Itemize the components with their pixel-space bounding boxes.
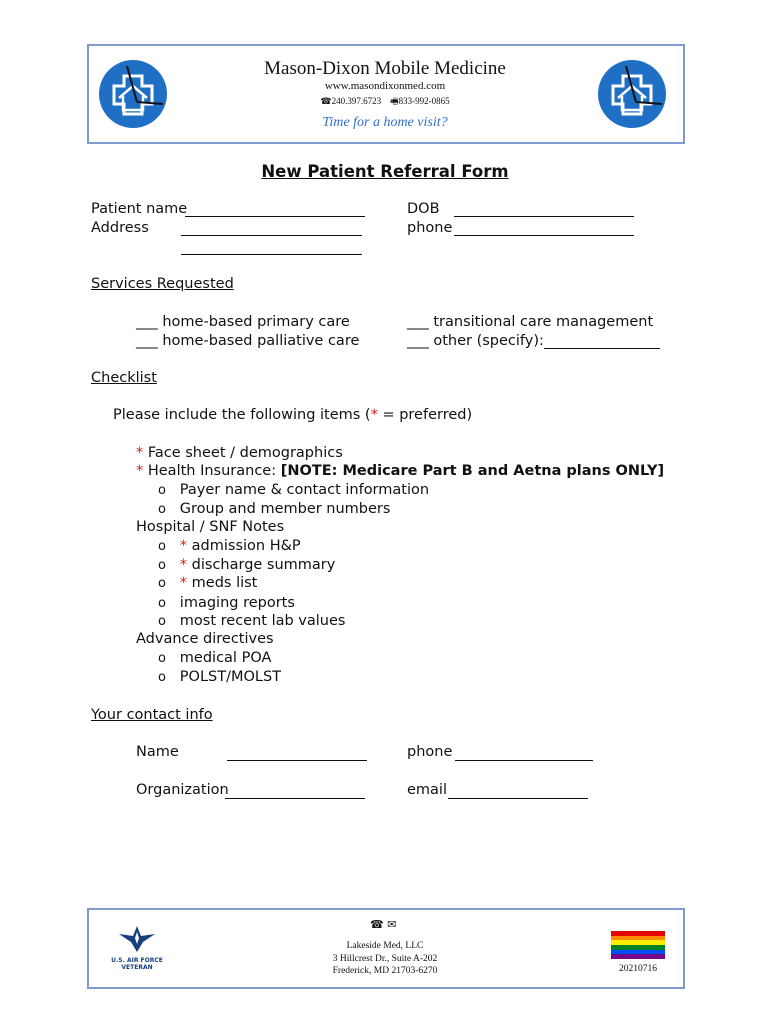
form-title: New Patient Referral Form xyxy=(261,162,509,181)
subitem-group: o Group and member numbers xyxy=(158,501,391,517)
air-force-wings-icon xyxy=(118,924,156,954)
contact-name-field[interactable] xyxy=(227,760,367,761)
tagline: Time for a home visit? xyxy=(322,115,448,130)
footer-street: 3 Hillcrest Dr., Suite A-202 xyxy=(332,954,438,964)
organization-label: Organization xyxy=(136,782,229,798)
footer-practice: Lakeside Med, LLC xyxy=(346,941,424,951)
patient-phone-label: phone xyxy=(407,220,453,236)
service-blank: ___ xyxy=(407,314,429,330)
item-advance-directives: Advance directives xyxy=(136,631,274,647)
address-field-line1[interactable] xyxy=(181,235,362,236)
service-label: other (specify): xyxy=(433,333,544,349)
subitem-imaging: o imaging reports xyxy=(158,595,295,611)
contact-email-label: email xyxy=(407,782,447,798)
service-label: home-based palliative care xyxy=(162,333,360,349)
address-field-line2[interactable] xyxy=(181,254,362,255)
service-other[interactable] xyxy=(407,333,544,349)
practice-website: www.masondixonmed.com xyxy=(324,80,446,92)
practice-phones xyxy=(0,94,770,110)
contact-phone-field[interactable] xyxy=(455,760,593,761)
subitem-poa: o medical POA xyxy=(158,650,272,666)
item-hospital-notes: Hospital / SNF Notes xyxy=(136,519,285,535)
service-label: home-based primary care xyxy=(162,314,350,330)
contact-heading: Your contact info xyxy=(91,707,213,723)
insurance-note: [NOTE: Medicare Part B and Aetna plans ONLY] xyxy=(280,463,665,479)
preferred-star: * xyxy=(179,575,188,591)
service-primary-care[interactable] xyxy=(136,314,350,330)
fax-icon: 🖷 xyxy=(390,96,399,106)
contact-phone-label: phone xyxy=(407,744,453,760)
mail-icon: ✉ xyxy=(387,918,397,931)
dob-field[interactable] xyxy=(454,216,634,217)
service-transitional-care[interactable] xyxy=(407,314,653,330)
phone-number: 240.397.6723 xyxy=(331,96,382,106)
footer-city: Frederick, MD 21703-6270 xyxy=(332,966,438,976)
subitem-meds: o * meds list xyxy=(158,575,258,591)
preferred-star: * xyxy=(179,538,188,554)
item-face-sheet: * Face sheet / demographics xyxy=(136,445,343,461)
phone-fax-icons xyxy=(370,918,396,931)
contact-name-label: Name xyxy=(136,744,179,760)
preferred-star: * xyxy=(136,445,144,461)
veteran-badge-text: U.S. AIR FORCE VETERAN xyxy=(111,957,163,971)
address-label: Address xyxy=(91,220,149,236)
organization-field[interactable] xyxy=(225,798,365,799)
service-blank: ___ xyxy=(136,314,158,330)
patient-name-field[interactable] xyxy=(185,216,365,217)
subitem-payer: o Payer name & contact information xyxy=(158,482,430,498)
service-label: transitional care management xyxy=(433,314,654,330)
item-health-insurance: * Health Insurance: [NOTE: Medicare Part B and Aetna plans ONLY] xyxy=(136,463,665,479)
services-heading: Services Requested xyxy=(91,276,234,292)
subitem-discharge: o * discharge summary xyxy=(158,557,336,573)
subitem-polst: o POLST/MOLST xyxy=(158,669,282,685)
patient-name-label: Patient name xyxy=(91,201,188,217)
service-blank: ___ xyxy=(407,333,429,349)
footer-code: 20210716 xyxy=(619,964,657,974)
telephone-icon: ☎ xyxy=(320,96,332,106)
checklist-intro: Please include the following items (* = preferred) xyxy=(113,407,473,423)
phone-icon: ☎ xyxy=(370,918,384,931)
subitem-labs: o most recent lab values xyxy=(158,613,346,629)
patient-phone-field[interactable] xyxy=(454,235,634,236)
fax-number: 833-992-0865 xyxy=(398,96,450,106)
dob-label: DOB xyxy=(407,201,440,217)
other-specify-field[interactable] xyxy=(544,348,660,349)
practice-name: Mason-Dixon Mobile Medicine xyxy=(264,58,506,79)
subitem-admission: o * admission H&P xyxy=(158,538,301,554)
preferred-star: * xyxy=(179,557,188,573)
contact-email-field[interactable] xyxy=(448,798,588,799)
rainbow-flag-icon xyxy=(611,931,665,959)
preferred-star: * xyxy=(370,407,378,423)
preferred-star: * xyxy=(136,463,144,479)
checklist-heading: Checklist xyxy=(91,370,157,386)
service-blank: ___ xyxy=(136,333,158,349)
service-palliative-care[interactable] xyxy=(136,333,359,349)
